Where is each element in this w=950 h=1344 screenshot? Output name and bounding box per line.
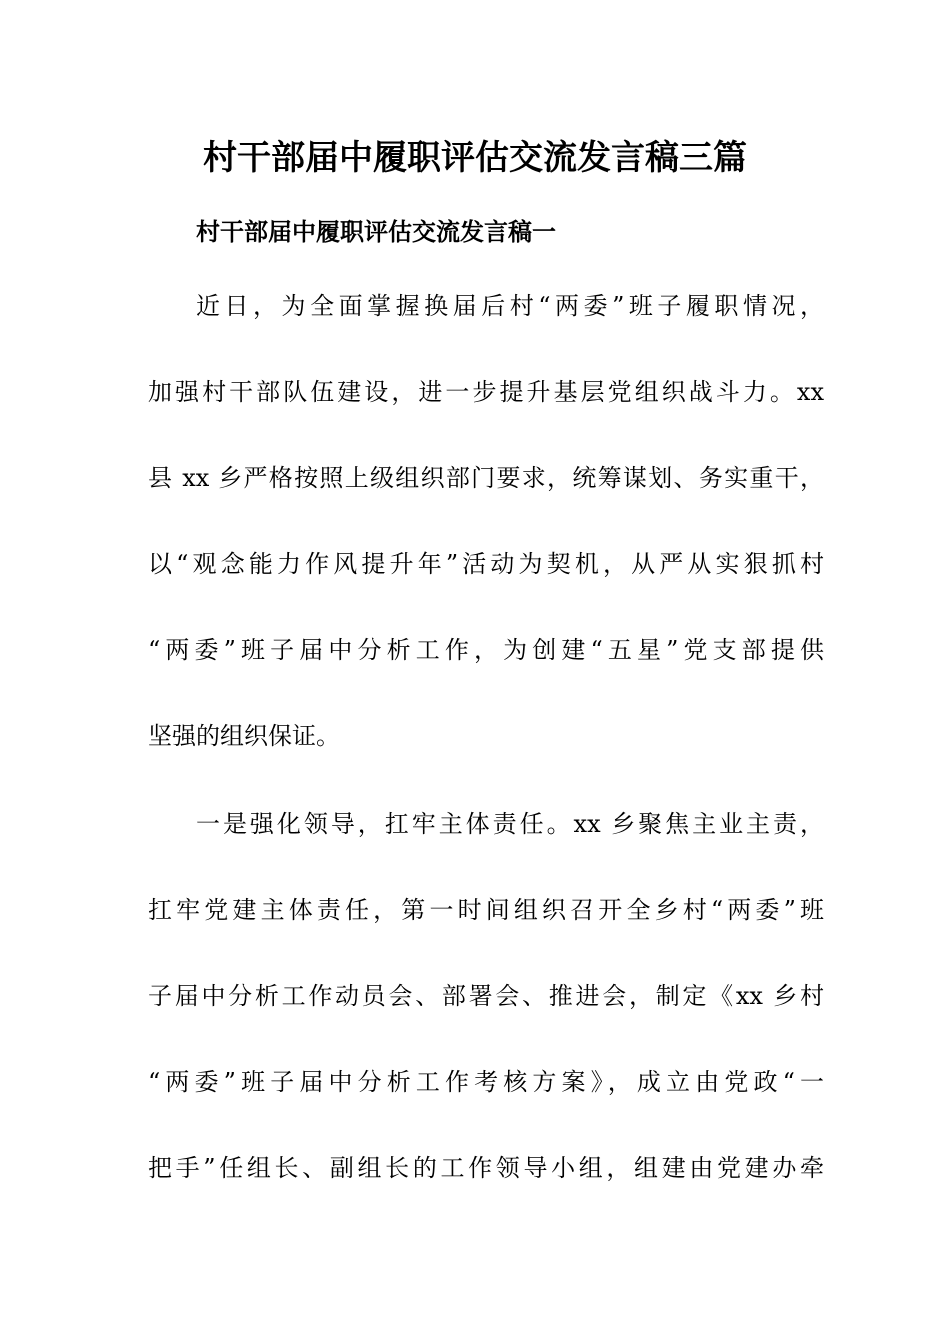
paragraph-line: 把手”任组长、副组长的工作领导小组，组建由党建办牵 — [148, 1154, 824, 1182]
paragraph-line: 子届中分析工作动员会、部署会、推进会，制定《xx 乡村 — [148, 982, 824, 1010]
paragraph-line: 扛牢党建主体责任，第一时间组织召开全乡村“两委”班 — [148, 896, 824, 924]
document-title: 村干部届中履职评估交流发言稿三篇 — [203, 138, 747, 178]
paragraph-line: 近日，为全面掌握换届后村“两委”班子履职情况， — [196, 292, 824, 320]
paragraph-line: 一是强化领导，扛牢主体责任。xx 乡聚焦主业主责， — [196, 810, 824, 838]
paragraph-line: 坚强的组织保证。 — [148, 722, 340, 750]
paragraph-line: “两委”班子届中分析工作，为创建“五星”党支部提供 — [148, 636, 824, 664]
paragraph-line: 以“观念能力作风提升年”活动为契机，从严从实狠抓村 — [148, 550, 824, 578]
document-subtitle: 村干部届中履职评估交流发言稿一 — [196, 218, 556, 246]
paragraph-line: 加强村干部队伍建设，进一步提升基层党组织战斗力。xx — [148, 378, 824, 406]
paragraph-line: 县 xx 乡严格按照上级组织部门要求，统筹谋划、务实重干， — [148, 464, 824, 492]
paragraph-line: “两委”班子届中分析工作考核方案》，成立由党政“一 — [148, 1068, 824, 1096]
